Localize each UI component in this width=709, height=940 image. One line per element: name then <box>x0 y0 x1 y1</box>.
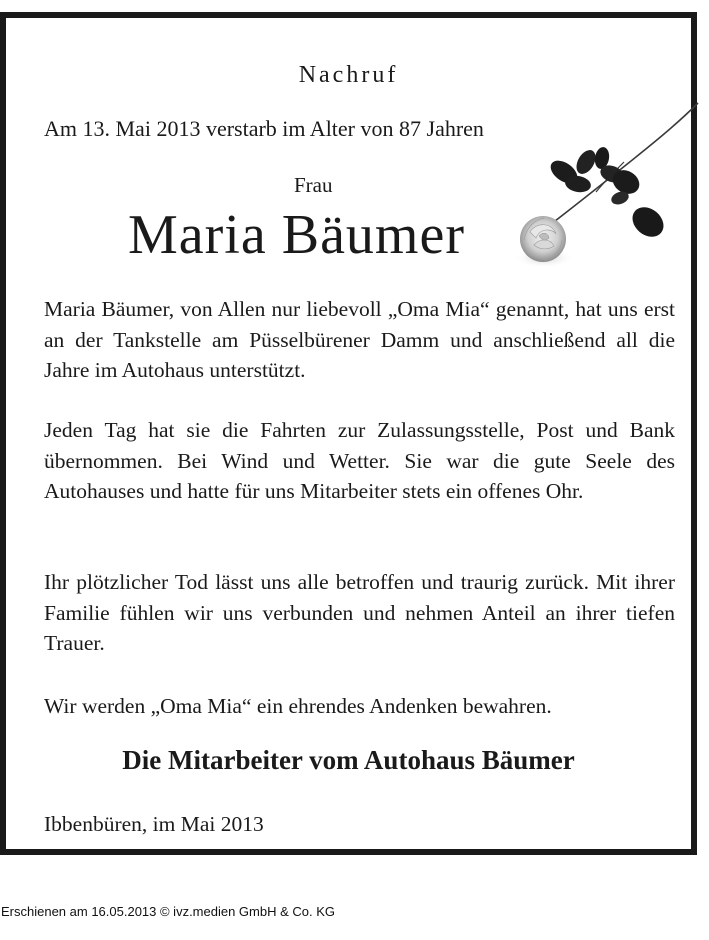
obituary-heading: Nachruf <box>298 62 399 88</box>
title-prefix: Frau <box>294 173 333 197</box>
publication-note: Erschienen am 16.05.2013 © ivz.medien GmbH & Co. KG <box>1 904 336 919</box>
paragraph-3: Ihr plötzlicher Tod lässt uns alle betroffen und traurig zurück. Mit ihrer Familie fühlen wir uns verbunden und nehmen Anteil an ihrer tiefen Trauer. <box>44 570 675 655</box>
paragraph-2: Jeden Tag hat sie die Fahrten zur Zulassungsstelle, Post und Bank übernommen. Bei Wind und Wetter. Sie war die gute Seele des Autohauses und hatte für uns Mitarbeiter stets ein offenes Ohr. <box>44 418 675 503</box>
signature: Die Mitarbeiter vom Autohaus Bäumer <box>122 745 575 775</box>
paragraph-4: Wir werden „Oma Mia“ ein ehrendes Andenken bewahren. <box>44 694 552 718</box>
deceased-name: Maria Bäumer <box>128 204 465 266</box>
obituary-frame <box>0 12 697 855</box>
rose-icon <box>506 100 706 275</box>
death-announcement: Am 13. Mai 2013 verstarb im Alter von 87 Jahren <box>44 116 484 141</box>
paragraph-1: Maria Bäumer, von Allen nur liebevoll „Oma Mia“ genannt, hat uns erst an der Tankstelle am Püsselbürener Damm und anschließend all die Jahre im Autohaus unterstützt. <box>44 297 675 382</box>
place-date: Ibbenbüren, im Mai 2013 <box>44 812 264 836</box>
